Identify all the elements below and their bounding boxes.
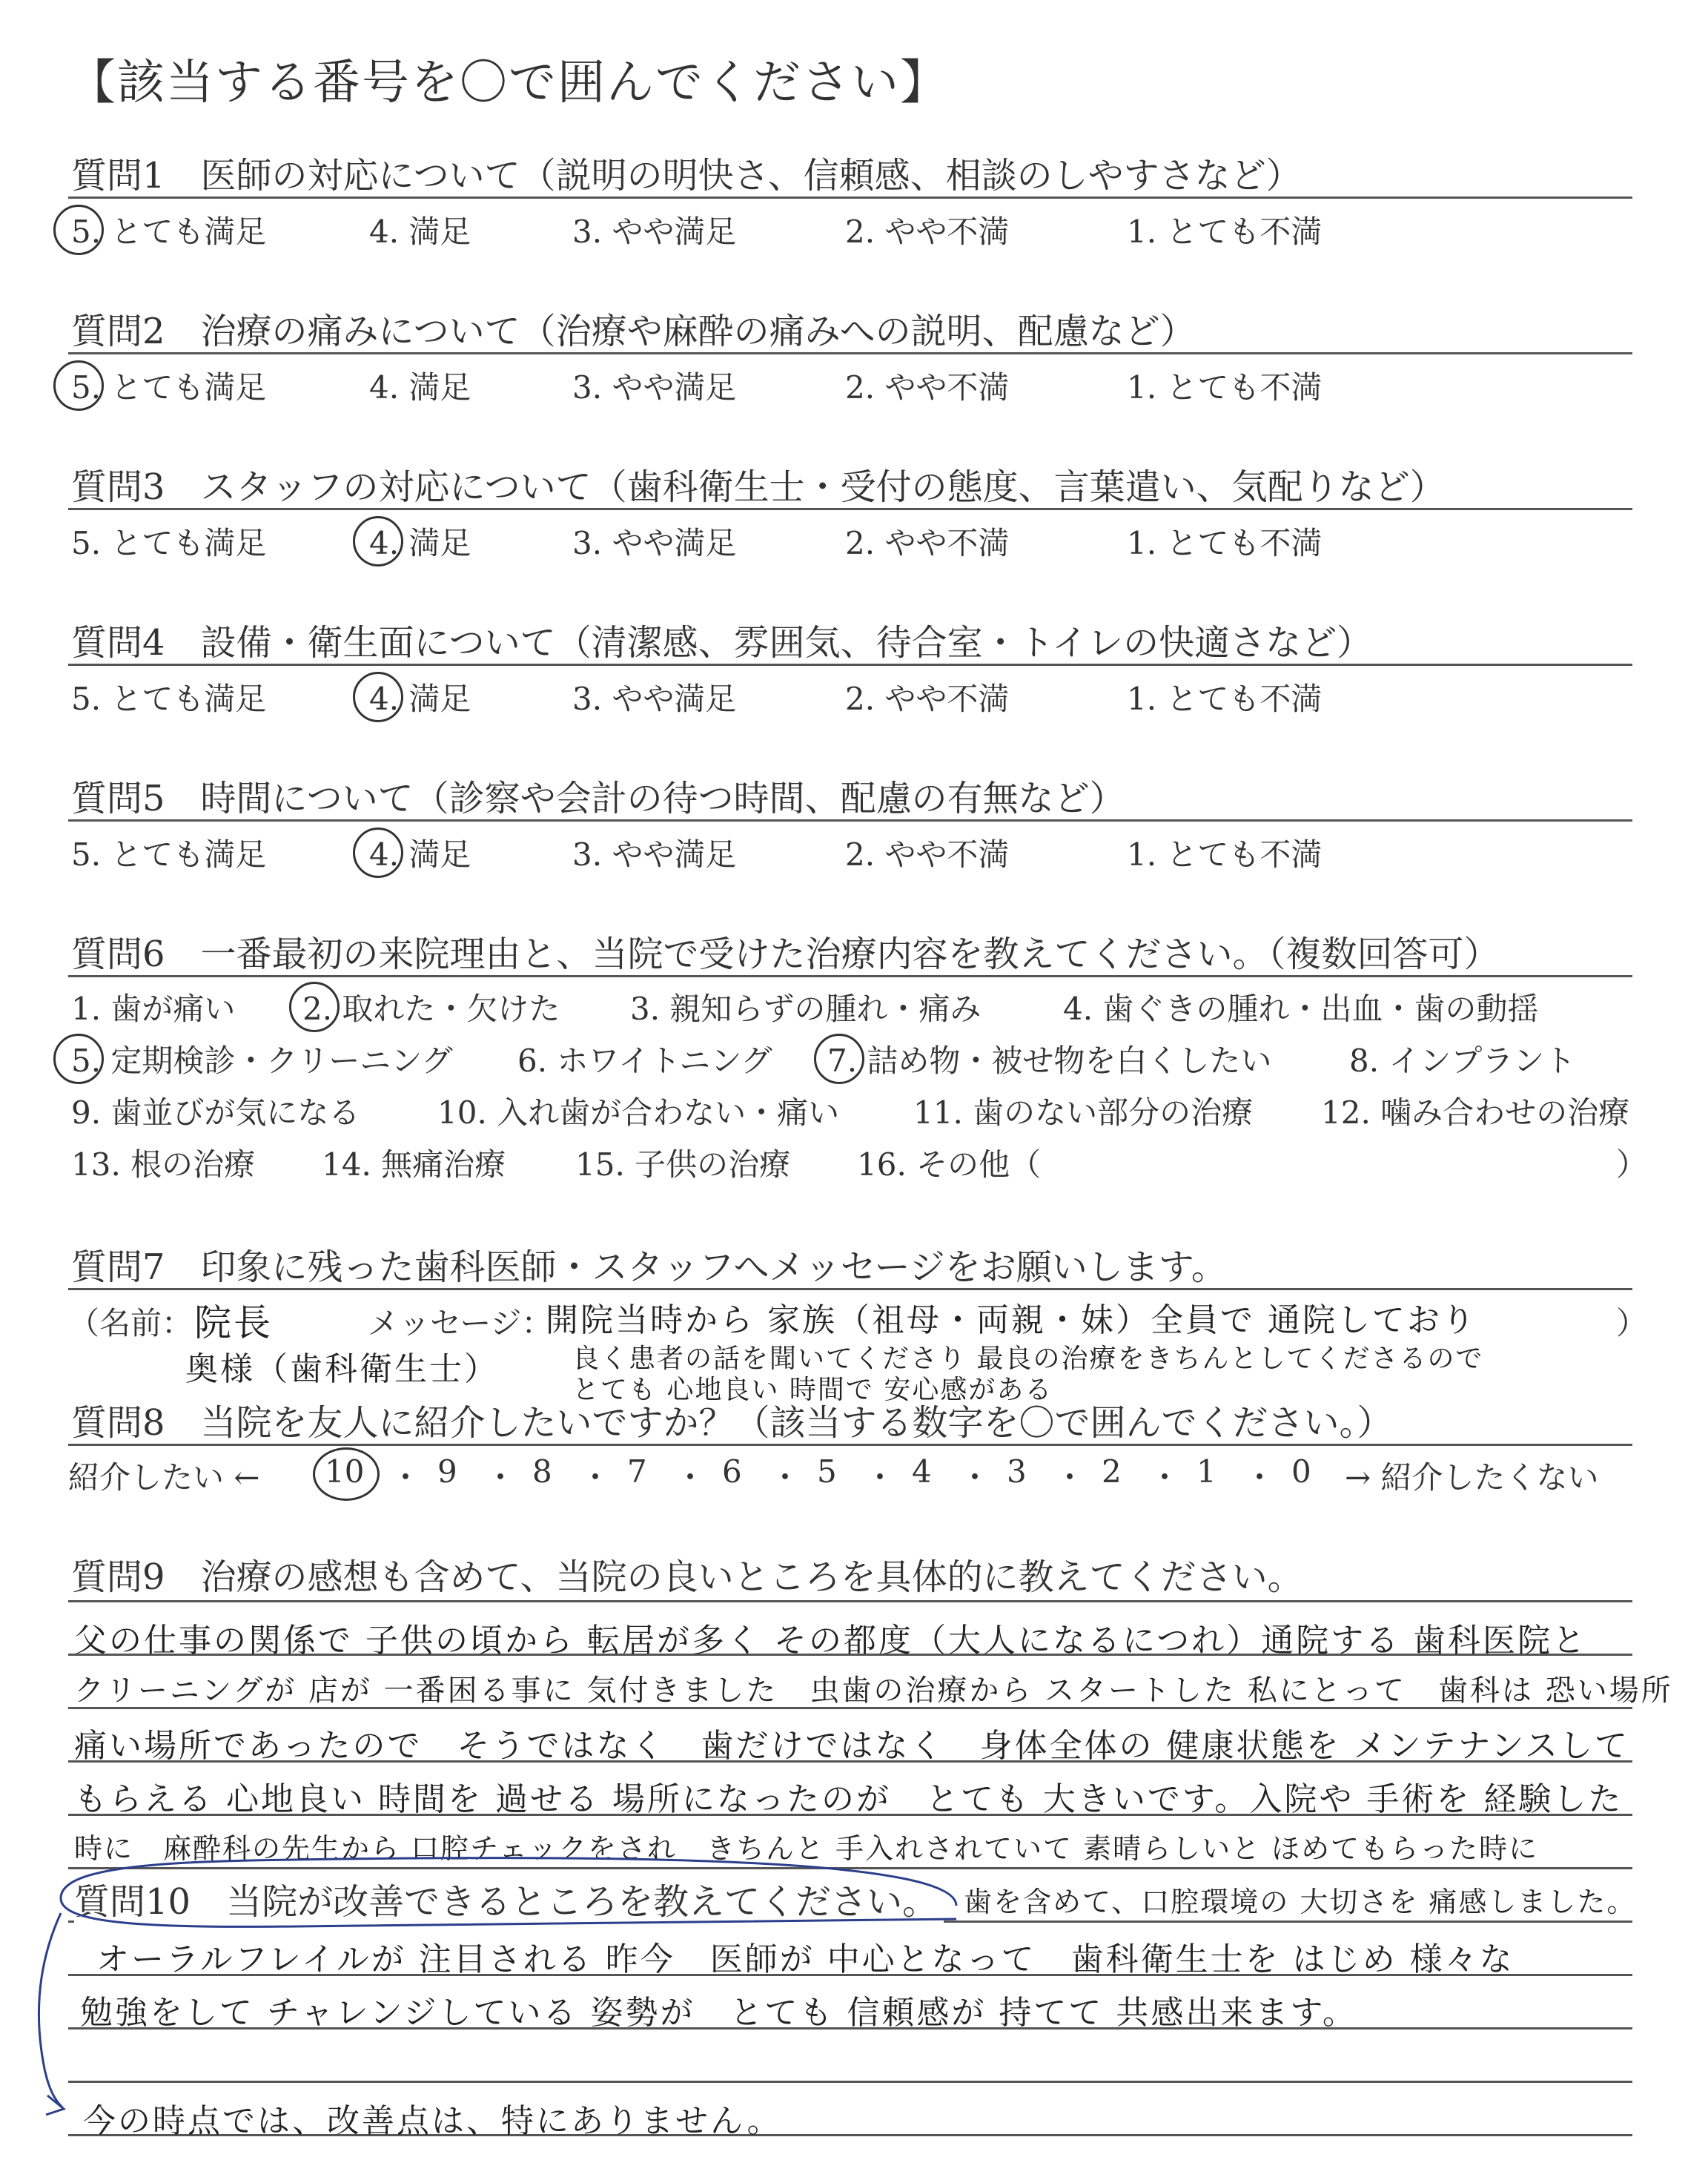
- q2-option-3[interactable]: 3. やや満足: [572, 369, 737, 406]
- q7-name-line2[interactable]: 奥様（歯科衛生士）: [185, 1350, 499, 1388]
- q9-answer-line-6[interactable]: 歯を含めて、口腔環境の 大切さを 痛感しました。: [964, 1886, 1637, 1918]
- question-2-label: 質問2 治療の痛みについて（治療や麻酔の痛みへの説明、配慮など）: [71, 311, 1196, 352]
- q4-option-4[interactable]: 4. 満足: [369, 681, 471, 717]
- q7-close-paren: ）: [1616, 1305, 1648, 1341]
- q3-option-1[interactable]: 1. とても不満: [1127, 525, 1323, 561]
- q5-option-2[interactable]: 2. やや不満: [845, 836, 1010, 873]
- q8-option-2[interactable]: 2: [1102, 1453, 1122, 1490]
- q6-option-5[interactable]: 5. 定期検診・クリーニング: [71, 1043, 453, 1079]
- q2-option-5[interactable]: 5. とても満足: [71, 369, 267, 406]
- q6-option-2[interactable]: 2. 取れた・欠けた: [302, 991, 560, 1027]
- q1-option-1[interactable]: 1. とても不満: [1127, 214, 1323, 250]
- question-1-label: 質問1 医師の対応について（説明の明快さ、信頼感、相談のしやすさなど）: [71, 155, 1302, 196]
- q6-option-13[interactable]: 13. 根の治療: [71, 1146, 256, 1183]
- q7-message-prefix: メッセージ：: [368, 1305, 553, 1341]
- q3-option-2[interactable]: 2. やや不満: [845, 525, 1010, 561]
- q6-option-4[interactable]: 4. 歯ぐきの腫れ・出血・歯の動揺: [1063, 991, 1539, 1027]
- q7-message-line3[interactable]: とても 心地良い 時間で 安心感がある: [572, 1375, 1053, 1405]
- q2-option-4[interactable]: 4. 満足: [369, 369, 471, 406]
- q7-message-line2[interactable]: 良く患者の話を聞いてくださり 最良の治療をきちんとしてくださるので: [572, 1344, 1484, 1374]
- q6-option-6[interactable]: 6. ホワイトニング: [517, 1043, 772, 1079]
- q5-option-4[interactable]: 4. 満足: [369, 836, 471, 873]
- q6-option-14[interactable]: 14. 無痛治療: [322, 1146, 506, 1183]
- q8-dot: ・: [959, 1459, 991, 1496]
- q8-option-6[interactable]: 6: [722, 1453, 742, 1490]
- q4-option-2[interactable]: 2. やや不満: [845, 681, 1010, 717]
- q8-dot: ・: [1244, 1459, 1276, 1496]
- q9-answer-line-1[interactable]: 父の仕事の関係で 子供の頃から 転居が多く その都度（大人になるにつれ）通院する 歯科医院と: [74, 1622, 1588, 1659]
- q4-option-3[interactable]: 3. やや満足: [572, 681, 737, 717]
- q6-option-8[interactable]: 8. インプラント: [1349, 1043, 1576, 1079]
- q8-right-label: → 紹介したくない: [1345, 1459, 1599, 1496]
- q7-message-line1[interactable]: 開院当時から 家族（祖母・両親・妹）全員で 通院しており: [546, 1301, 1477, 1339]
- q8-option-7[interactable]: 7: [627, 1453, 647, 1490]
- q2-option-2[interactable]: 2. やや不満: [845, 369, 1010, 406]
- q6-option-12[interactable]: 12. 噛み合わせの治療: [1321, 1094, 1630, 1131]
- q2-option-1[interactable]: 1. とても不満: [1127, 369, 1323, 406]
- question-10-label: 質問10 当院が改善できるところを教えてください。: [74, 1873, 944, 1924]
- q8-option-0[interactable]: 0: [1291, 1453, 1311, 1490]
- q8-dot: ・: [485, 1459, 517, 1496]
- q10-answer[interactable]: 今の時点では、改善点は、特にありません。: [83, 2102, 782, 2140]
- q8-option-3[interactable]: 3: [1007, 1453, 1027, 1490]
- q4-option-1[interactable]: 1. とても不満: [1127, 681, 1323, 717]
- q8-dot: ・: [769, 1459, 801, 1496]
- q3-option-3[interactable]: 3. やや満足: [572, 525, 737, 561]
- q1-option-3[interactable]: 3. やや満足: [572, 214, 737, 250]
- q8-option-8[interactable]: 8: [532, 1453, 552, 1490]
- q9-answer-line-3[interactable]: 痛い場所であったので そうではなく 歯だけではなく 身体全体の 健康状態を メンテナンスして: [74, 1727, 1630, 1765]
- q8-dot: ・: [1054, 1459, 1086, 1496]
- q8-left-label: 紹介したい ←: [68, 1459, 260, 1496]
- q9-answer-line-4[interactable]: もらえる 心地良い 時間を 過せる 場所になったのが とても 大きいです。入院や 手術を 経験した: [74, 1780, 1623, 1818]
- q6-other-close: ）: [1616, 1146, 1648, 1183]
- question-8-label: 質問8 当院を友人に紹介したいですか？（該当する数字を〇で囲んでください。）: [71, 1402, 1393, 1444]
- question-6-label: 質問6 一番最初の来院理由と、当院で受けた治療内容を教えてください。（複数回答可）: [71, 934, 1500, 975]
- q3-option-4[interactable]: 4. 満足: [369, 525, 471, 561]
- question-9-label: 質問9 治療の感想も含めて、当院の良いところを具体的に教えてください。: [71, 1556, 1303, 1598]
- q8-dot: ・: [390, 1459, 422, 1496]
- q8-dot: ・: [580, 1459, 612, 1496]
- q5-option-3[interactable]: 3. やや満足: [572, 836, 737, 873]
- form-title: 【該当する番号を〇で囲んでください】: [68, 56, 949, 110]
- q7-name-prefix: （名前：: [68, 1305, 193, 1341]
- q8-option-5[interactable]: 5: [817, 1453, 837, 1490]
- q5-option-5[interactable]: 5. とても満足: [71, 836, 267, 873]
- q6-option-7[interactable]: 7. 詰め物・被せ物を白くしたい: [827, 1043, 1272, 1079]
- question-3-label: 質問3 スタッフの対応について（歯科衛生士・受付の態度、言葉遣い、気配りなど）: [71, 466, 1446, 508]
- q5-option-1[interactable]: 1. とても不満: [1127, 836, 1323, 873]
- q8-option-10[interactable]: 10: [325, 1453, 365, 1490]
- q8-option-4[interactable]: 4: [912, 1453, 932, 1490]
- q8-dot: ・: [864, 1459, 896, 1496]
- q6-option-10[interactable]: 10. 入れ歯が合わない・痛い: [437, 1094, 840, 1131]
- q6-option-15[interactable]: 15. 子供の治療: [575, 1146, 791, 1183]
- q1-option-2[interactable]: 2. やや不満: [845, 214, 1010, 250]
- q4-option-5[interactable]: 5. とても満足: [71, 681, 267, 717]
- question-5-label: 質問5 時間について（診察や会計の待つ時間、配慮の有無など）: [71, 778, 1125, 819]
- q6-option-9[interactable]: 9. 歯並びが気になる: [71, 1094, 360, 1131]
- question-4-label: 質問4 設備・衛生面について（清潔感、雰囲気、待合室・トイレの快適さなど）: [71, 622, 1373, 664]
- q1-option-5[interactable]: 5. とても満足: [71, 214, 267, 250]
- q9-answer-line-5[interactable]: 時に 麻酔科の先生から 口腔チェックをされ きちんと 手入れされていて 素晴らしいと ほめてもらった時に: [74, 1832, 1539, 1865]
- q7-name-line1[interactable]: 院長: [194, 1301, 273, 1344]
- q8-dot: ・: [675, 1459, 706, 1496]
- q6-option-16[interactable]: 16. その他（: [857, 1146, 1042, 1183]
- q6-option-3[interactable]: 3. 親知らずの腫れ・痛み: [630, 991, 982, 1027]
- q9-answer-line-8[interactable]: 勉強をして チャレンジしている 姿勢が とても 信頼感が 持てて 共感出来ます。: [80, 1994, 1357, 2032]
- q9-answer-line-7[interactable]: オーラルフレイルが 注目される 昨今 医師が 中心となって 歯科衛生士を はじめ 様々な: [96, 1941, 1515, 1978]
- q6-option-1[interactable]: 1. 歯が痛い: [71, 991, 236, 1027]
- question-7-label: 質問7 印象に残った歯科医師・スタッフへメッセージをお願いします。: [71, 1246, 1227, 1288]
- q8-dot: ・: [1149, 1459, 1181, 1496]
- q9-answer-line-2[interactable]: クリーニングが 店が 一番困る事に 気付きました 虫歯の治療から スタートした 私にとって 歯科は 恐い場所: [74, 1674, 1673, 1708]
- q6-option-11[interactable]: 11. 歯のない部分の治療: [913, 1094, 1254, 1131]
- q3-option-5[interactable]: 5. とても満足: [71, 525, 267, 561]
- q8-option-9[interactable]: 9: [437, 1453, 457, 1490]
- q8-option-1[interactable]: 1: [1196, 1453, 1217, 1490]
- q1-option-4[interactable]: 4. 満足: [369, 214, 471, 250]
